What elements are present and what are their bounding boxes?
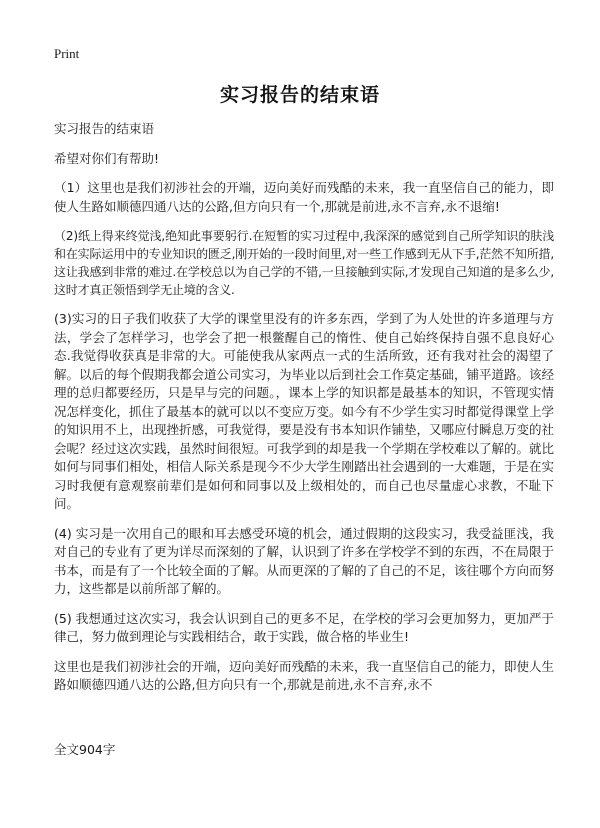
paragraph-1: （1）这里也是我们初涉社会的开端，迈向美好而残酷的未来，我一直坚信自己的能力，即使人生路如顺德四通八达的公路,但方向只有一个,那就是前进,永不言弃,永不退缩! [54, 180, 554, 214]
paragraph-subtitle: 实习报告的结束语 [54, 121, 155, 136]
document-body [54, 120, 554, 706]
paragraph-5: (5) 我想通过这次实习，我会认识到自己的更多不足，在学校的学习会更加努力，更加严于律己，努力做到理论与实践相结合，敢于实践，做合格的毕业生! [54, 610, 554, 644]
word-count: 全文904字 [54, 742, 116, 757]
paragraph-2: （2)纸上得来终觉浅,绝知此事要躬行.在短暂的实习过程中,我深深的感觉到自己所学知识的肤浅和在实际运用中的专业知识的匮乏,刚开始的一段时间里,对一些工作感到无从下手,茫然不知所措,这让我感到非常的难过.在学校总以为自己学的不错,一旦接触到实际,才发现自己知道的是多么少,这时才真正领悟到学无止境的含义. [54, 229, 554, 297]
page-title: 实习报告的结束语 [219, 84, 380, 106]
paragraph-closing: 这里也是我们初涉社会的开端，迈向美好而残酷的未来，我一直坚信自己的能力，即使人生路如顺德四通八达的公路,但方向只有一个,那就是前进,永不言弃,永不 [54, 658, 555, 692]
paragraph-greeting: 希望对你们有帮助! [54, 150, 160, 166]
paragraph-4: (4) 实习是一次用自己的眼和耳去感受环境的机会，通过假期的这段实习，我受益匪浅，我对自己的专业有了更为详尽而深刻的了解，认识到了许多在学校学不到的东西，不在局限于书本，而是有了一个比较全面的了解。从而更深的了解的了自己的不足，该往哪个方向而努力，这些都是以前所部了解的。 [54, 525, 555, 596]
print-link[interactable]: Print [54, 46, 80, 61]
paragraph-3: (3)实习的日子我们收获了大学的课堂里没有的许多东西，学到了为人处世的许多道理与方法，学会了怎样学习，也学会了把一根鳖醒自己的惰性、使自己始终保持自强不息良好心态.我觉得收获真是非常的大。可能使我从家两点一式的生活所致，还有我对社会的渴望了解。以后的每个假期我都会道公司实习，为毕业以后到社会工作莫定基础，铺平道路。该经理的总归都要经历，只是早与完的问题。，课本上学的知识都是最基本的知识，不管现实情况怎样变化，抓住了最基本的就可以以不变应万变。如今有不少学生实习时都觉得课堂上学的知识用不上，出现挫折感，可我觉得，要是没有书本知识作铺垫，又哪应付瞬息万变的社会呢？经过这次实践，虽然时间很短。可我学到的却是我一个学期在学校难以了解的。就比如何与同事们相处，相信人际关系是现今不少大学生刚踏出社会遇到的一大难题，于是在实习时我便有意观察前辈们是如何和同事以及上级相处的，而自己也尽量虚心求教，不耻下问。 [54, 311, 555, 511]
